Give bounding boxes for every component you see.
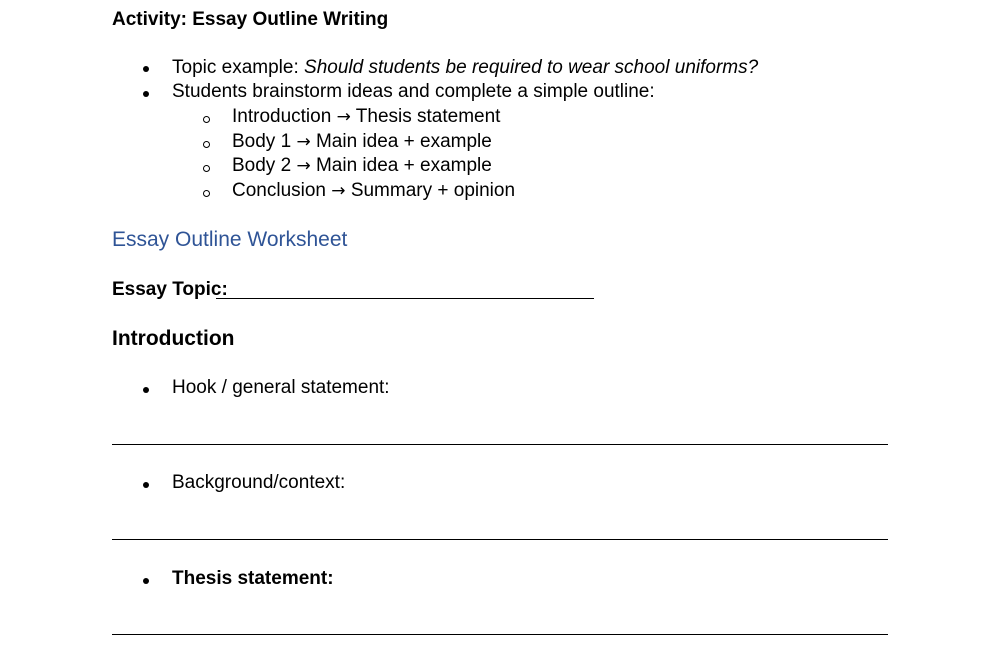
arrow-right-icon: → [331,181,346,201]
thesis-answer-line[interactable] [112,634,888,635]
brainstorm-instruction: Students brainstorm ideas and complete a simple outline: [172,81,655,102]
arrow-right-icon: → [296,132,311,152]
essay-topic-input-line[interactable] [216,298,594,299]
outline-part: Body 1 [232,131,292,152]
outline-detail: Main idea + example [315,131,492,152]
outline-item [232,130,492,154]
outline-detail: Thesis statement [355,106,501,127]
topic-example-question: Should students be required to wear school uniforms? [304,57,759,78]
essay-topic-label: Essay Topic: [112,279,228,300]
arrow-right-icon: → [336,107,351,127]
bullet-icon [143,387,149,393]
outline-item [232,179,515,203]
outline-item [232,154,492,178]
activity-title: Activity: Essay Outline Writing [112,9,389,30]
circle-bullet-icon [203,141,210,148]
worksheet-title: Essay Outline Worksheet [112,228,348,251]
circle-bullet-icon [203,116,210,123]
thesis-prompt: Thesis statement: [172,568,334,589]
circle-bullet-icon [203,165,210,172]
hook-answer-line[interactable] [112,444,888,445]
outline-detail: Summary + opinion [350,180,516,201]
outline-detail: Main idea + example [315,155,492,176]
outline-part: Introduction [232,106,332,127]
outline-item [232,105,500,129]
bullet-icon [143,482,149,488]
bullet-icon [143,578,149,584]
topic-example-prefix: Topic example: [172,57,305,78]
background-prompt: Background/context: [172,472,346,493]
introduction-heading: Introduction [112,327,235,350]
outline-part: Body 2 [232,155,292,176]
background-answer-line[interactable] [112,539,888,540]
arrow-right-icon: → [296,156,311,176]
bullet-icon [143,66,149,72]
bullet-icon [143,91,149,97]
circle-bullet-icon [203,190,210,197]
hook-prompt: Hook / general statement: [172,377,390,398]
outline-part: Conclusion [232,180,326,201]
topic-example-line [172,56,758,80]
